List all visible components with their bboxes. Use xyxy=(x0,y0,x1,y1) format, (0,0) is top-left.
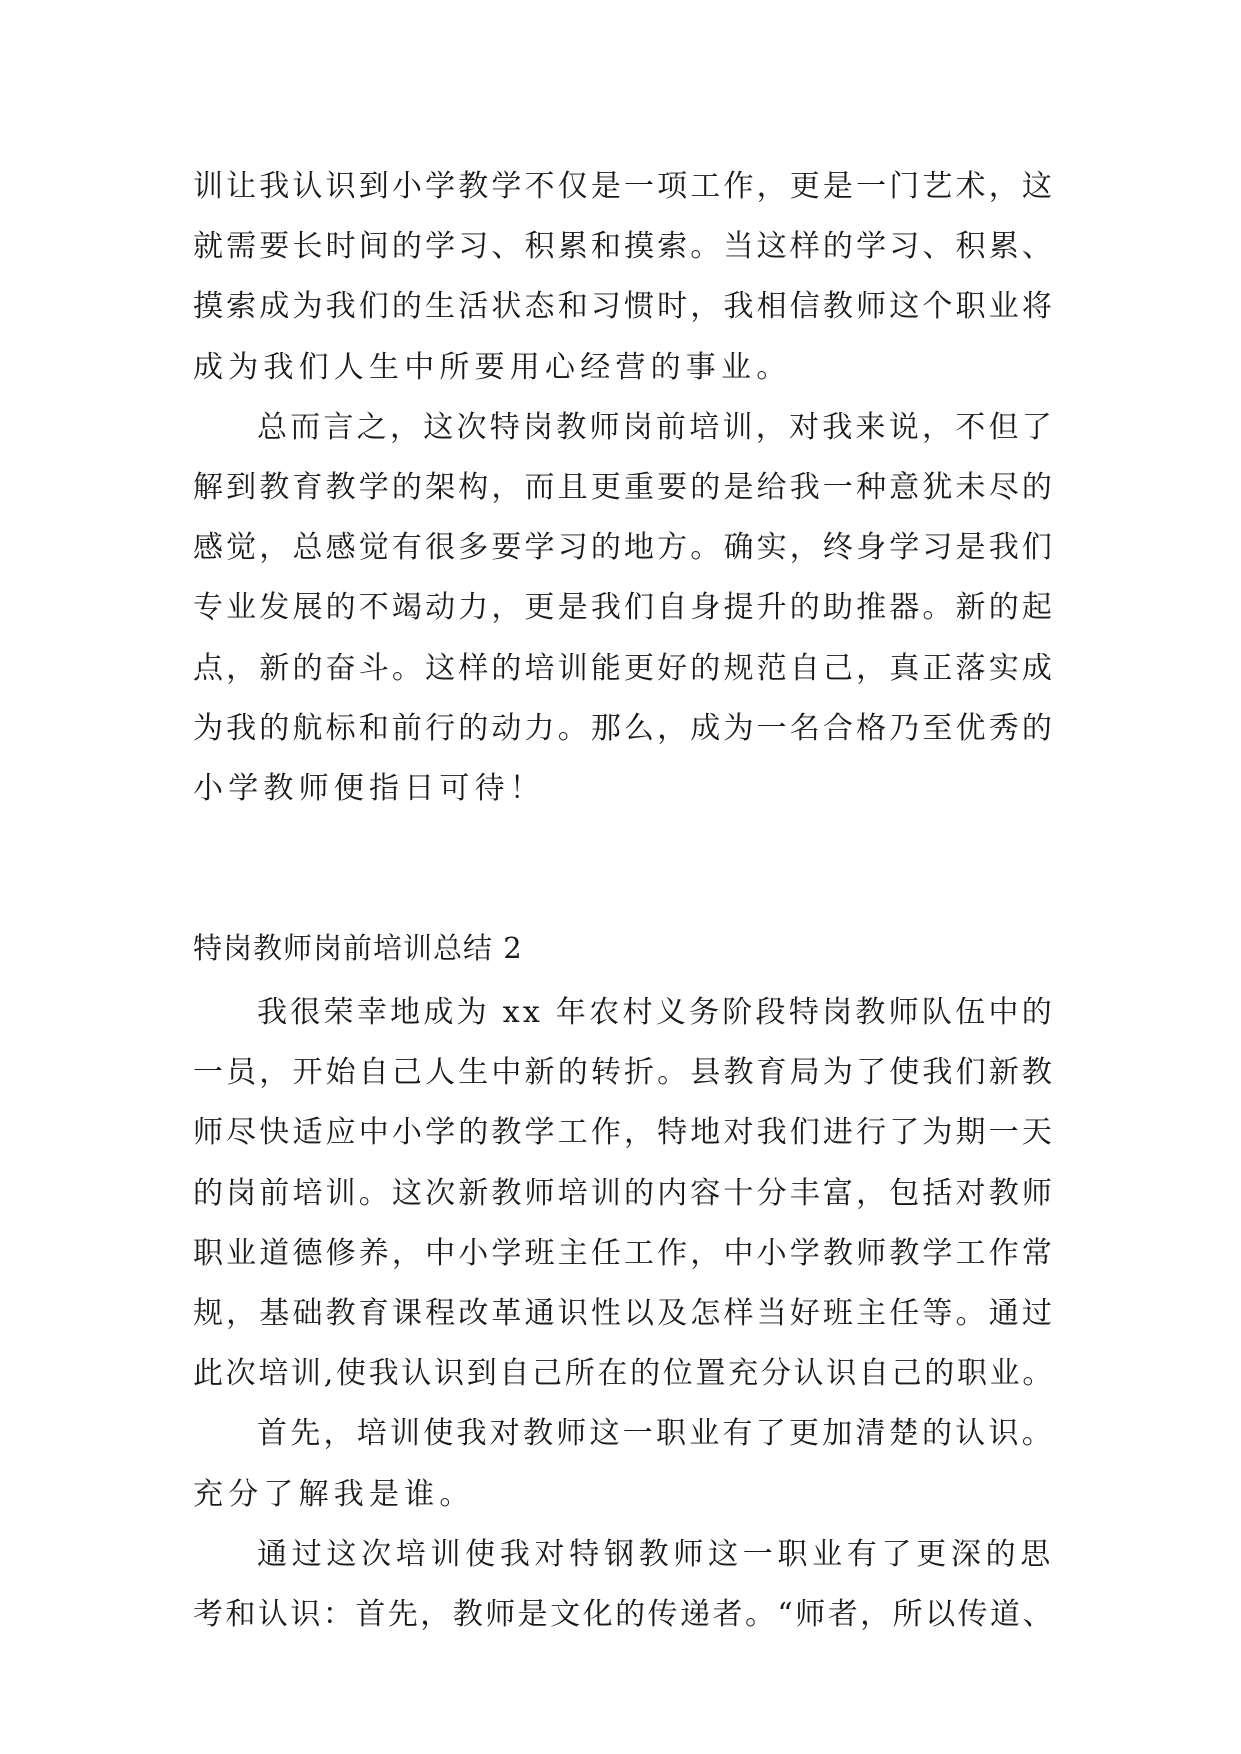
text-line: 充分了解我是谁。 xyxy=(193,1476,475,1512)
text-line: 此次培训,使我认识到自己所在的位置充分认识自己的职业。 xyxy=(193,1356,1055,1392)
text-line: 成为我们人生中所要用心经营的事业。 xyxy=(193,349,792,385)
text-line: 小学教师便指日可待！ xyxy=(193,770,545,806)
text-line-paragraph-start: 总而言之，这次特岗教师岗前培训，对我来说，不但了 xyxy=(257,409,1055,445)
text-line: 训让我认识到小学教学不仅是一项工作，更是一门艺术，这 xyxy=(193,169,1055,204)
text-line: 为我的航标和前行的动力。那么，成为一名合格乃至优秀的 xyxy=(193,710,1055,746)
section-1-text xyxy=(193,157,1073,819)
text-line: 感觉，总感觉有很多要学习的地方。确实，终身学习是我们 xyxy=(193,530,1055,566)
text-line-paragraph-start: 通过这次培训使我对特钢教师这一职业有了更深的思 xyxy=(257,1536,1055,1572)
text-line: 的岗前培训。这次新教师培训的内容十分丰富，包括对教师 xyxy=(193,1175,1055,1211)
text-line: 职业道德修养，中小学班主任工作，中小学教师教学工作常 xyxy=(193,1235,1055,1271)
text-line: 摸索成为我们的生活状态和习惯时，我相信教师这个职业将 xyxy=(193,289,1055,325)
section-2-heading: 特岗教师岗前培训总结 2 xyxy=(193,931,523,965)
text-line: 解到教育教学的架构，而且更重要的是给我一种意犹未尽的 xyxy=(193,469,1055,505)
text-line: 一员，开始自己人生中新的转折。县教育局为了使我们新教 xyxy=(193,1055,1055,1091)
text-line-paragraph-start: 我很荣幸地成为 xx 年农村义务阶段特岗教师队伍中的 xyxy=(257,995,1055,1030)
text-line-paragraph-start: 首先，培训使我对教师这一职业有了更加清楚的认识。 xyxy=(257,1416,1055,1452)
text-line: 规，基础教育课程改革通识性以及怎样当好班主任等。通过 xyxy=(193,1295,1055,1331)
text-line: 考和认识：首先，教师是文化的传递者。“师者，所以传道、 xyxy=(193,1596,1055,1632)
section-2-text xyxy=(193,983,1073,1645)
text-line: 就需要长时间的学习、积累和摸索。当这样的学习、积累、 xyxy=(193,229,1055,265)
text-line: 师尽快适应中小学的教学工作，特地对我们进行了为期一天 xyxy=(193,1115,1055,1151)
text-line: 专业发展的不竭动力，更是我们自身提升的助推器。新的起 xyxy=(193,590,1055,626)
text-line: 点，新的奋斗。这样的培训能更好的规范自己，真正落实成 xyxy=(193,650,1055,686)
